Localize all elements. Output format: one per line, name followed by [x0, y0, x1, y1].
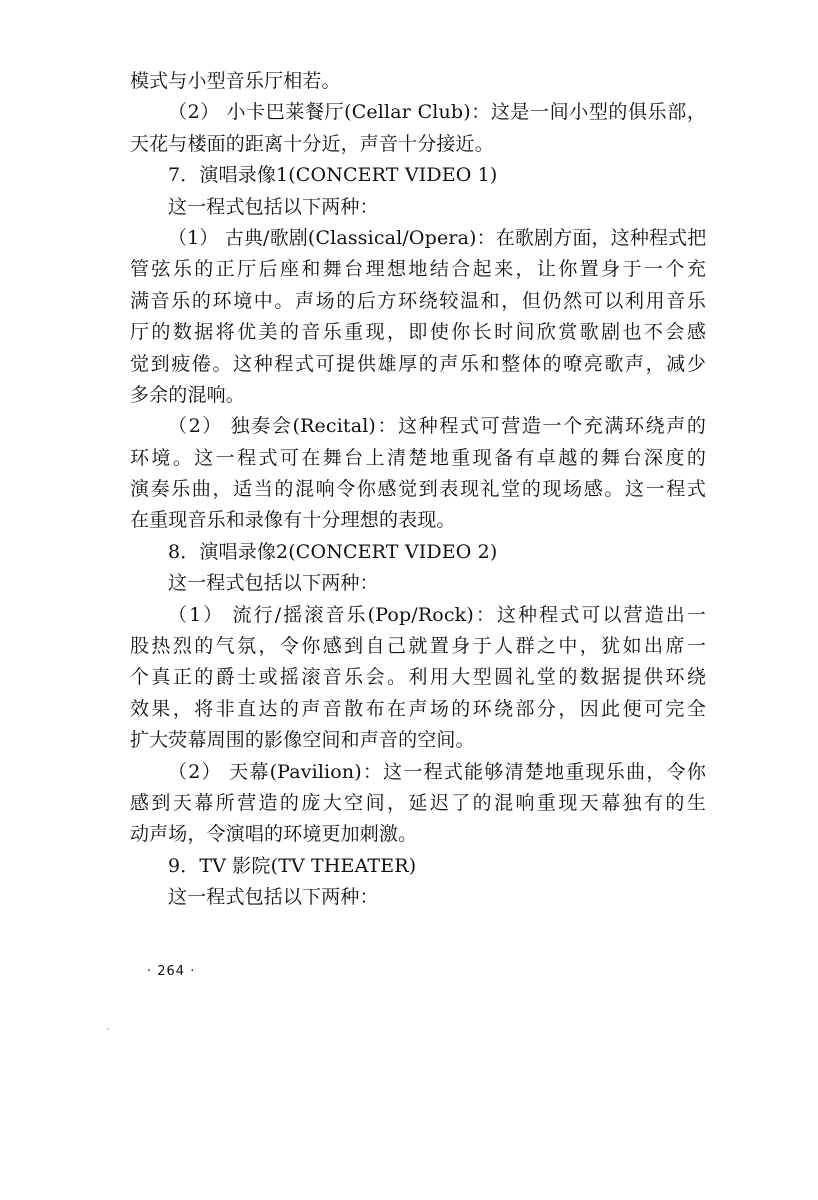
text-line: （2） 天幕(Pavilion)：这一程式能够清楚地重现乐曲，令你 — [168, 760, 706, 783]
text-line: 扩大荧幕周围的影像空间和声音的空间。 — [130, 729, 475, 752]
text-line: 感到天幕所营造的庞大空间，延迟了的混响重现天幕独有的生 — [130, 791, 706, 814]
text-line: 觉到疲倦。这种程式可提供雄厚的声乐和整体的嘹亮歌声，减少 — [130, 352, 706, 375]
text-line: 7．演唱录像1(CONCERT VIDEO 1) — [168, 164, 498, 187]
page-number: · 264 · — [147, 964, 196, 979]
text-line: 演奏乐曲，适当的混响令你感觉到表现礼堂的现场感。这一程式 — [130, 478, 706, 501]
text-line: 模式与小型音乐厅相若。 — [130, 70, 341, 92]
text-line: 管弦乐的正厅后座和舞台理想地结合起来，让你置身于一个充 — [130, 258, 706, 281]
text-line: 9．TV 影院(TV THEATER) — [168, 854, 417, 877]
text-line: 股热烈的气氛，令你感到自己就置身于人群之中，犹如出席一 — [130, 635, 706, 658]
text-line: 环境。这一程式可在舞台上清楚地重现备有卓越的舞台深度的 — [130, 446, 706, 469]
text-line: （1） 古典/歌剧(Classical/Opera)：在歌剧方面，这种程式把 — [168, 226, 706, 249]
text-line: 个真正的爵士或摇滚音乐会。利用大型圆礼堂的数据提供环绕 — [130, 666, 706, 689]
text-line: 这一程式包括以下两种： — [168, 886, 379, 909]
scan-speck — [107, 1028, 109, 1030]
text-line: 效果，将非直达的声音散布在声场的环绕部分，因此便可完全 — [130, 697, 706, 720]
page-body — [130, 66, 706, 914]
text-line: 天花与楼面的距离十分近，声音十分接近。 — [130, 132, 494, 155]
text-line: 8．演唱录像2(CONCERT VIDEO 2) — [168, 540, 498, 563]
text-line: 这一程式包括以下两种： — [168, 195, 379, 218]
text-line: （1） 流行/摇滚音乐(Pop/Rock)：这种程式可以营造出一 — [168, 603, 706, 626]
text-line: 这一程式包括以下两种： — [168, 572, 379, 595]
text-line: （2） 独奏会(Recital)：这种程式可营造一个充满环绕声的 — [168, 415, 706, 438]
text-line: 多余的混响。 — [130, 383, 245, 406]
text-line: 厅的数据将优美的音乐重现，即使你长时间欣赏歌剧也不会感 — [130, 321, 706, 344]
text-line: 动声场，令演唱的环境更加刺激。 — [130, 823, 418, 846]
text-line: 在重现音乐和录像有十分理想的表现。 — [130, 509, 456, 532]
text-line: （2） 小卡巴莱餐厅(Cellar Club)：这是一间小型的俱乐部， — [168, 101, 706, 124]
text-line: 满音乐的环境中。声场的后方环绕较温和，但仍然可以利用音乐 — [130, 289, 706, 312]
